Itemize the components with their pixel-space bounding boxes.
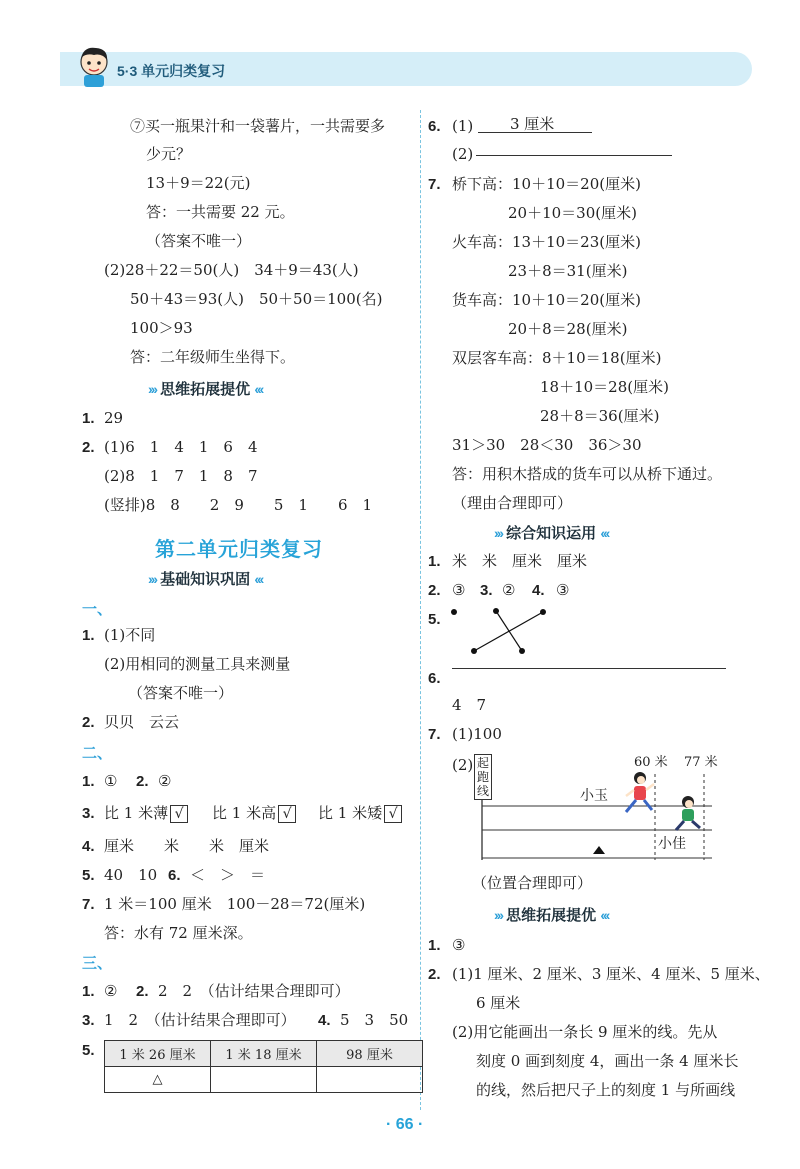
chevron-right-icon: ››› bbox=[494, 907, 502, 923]
e2-line3: (2)用它能画出一条长 9 厘米的线。先从 bbox=[452, 1023, 718, 1041]
q2-line4: 答：二年级师生坐得下。 bbox=[130, 348, 296, 366]
dot bbox=[451, 609, 457, 615]
answer-line bbox=[478, 132, 592, 133]
c3-answer: ② bbox=[502, 581, 516, 599]
e2-line2: 6 厘米 bbox=[476, 994, 521, 1012]
ext2-line1: (1)6 1 4 1 6 4 bbox=[104, 438, 258, 456]
q-number: 2. bbox=[82, 714, 95, 731]
q6-part1-label: (1) bbox=[452, 117, 474, 135]
p2q2-answer: ② bbox=[158, 772, 172, 790]
section-heading-extension-2 bbox=[494, 904, 608, 925]
c7-line2: (2) bbox=[452, 756, 474, 774]
q-number: 1. bbox=[428, 937, 441, 954]
q-number: 1. bbox=[82, 410, 95, 427]
table-header-cell: 98 厘米 bbox=[317, 1041, 423, 1067]
q6-part2-label: (2) bbox=[452, 145, 474, 163]
q7-line5: 货车高：10＋10＝20(厘米) bbox=[452, 291, 641, 309]
e2-line1: (1)1 厘米、2 厘米、3 厘米、4 厘米、5 厘米、 bbox=[452, 965, 770, 983]
header-title: 5·3 单元归类复习 bbox=[117, 63, 226, 79]
q-number: 2. bbox=[428, 582, 441, 599]
marker-60: 60 米 bbox=[634, 755, 668, 770]
p1q1-line2: (2)用相同的测量工具来测量 bbox=[104, 655, 291, 673]
table-cell bbox=[317, 1067, 423, 1093]
q-number: 7. bbox=[428, 726, 441, 743]
p2q1-answer: ① bbox=[104, 772, 118, 790]
p2q5-answer: 40 10 bbox=[104, 866, 158, 884]
q7-line1: 桥下高：10＋10＝20(厘米) bbox=[452, 175, 641, 193]
q-number: 2. bbox=[82, 439, 95, 456]
q7-line11: 答：用积木搭成的货车可以从桥下通过。 bbox=[452, 465, 723, 483]
p1q1-line3: （答案不唯一） bbox=[128, 684, 234, 702]
q-number: 4. bbox=[82, 838, 95, 855]
section-heading-extension-1 bbox=[148, 378, 262, 399]
q-number: 1. bbox=[82, 627, 95, 644]
q-number: 1. bbox=[428, 553, 441, 570]
part-label: 一、 bbox=[82, 601, 113, 618]
q-number: 4. bbox=[318, 1012, 331, 1029]
q-number: 3. bbox=[480, 582, 493, 599]
q-number: 5. bbox=[82, 867, 95, 884]
q7-line4: 23＋8＝31(厘米) bbox=[508, 262, 628, 280]
checkbox: √ bbox=[384, 805, 402, 823]
q2-line2: 50＋43＝93(人) 50＋50＝100(名) bbox=[130, 290, 383, 308]
q-number: 3. bbox=[82, 805, 95, 822]
q-number: 1. bbox=[82, 983, 95, 1000]
section-heading-comprehensive bbox=[494, 522, 608, 543]
q-number: 5. bbox=[82, 1042, 95, 1059]
p3q1-answer: ② bbox=[104, 982, 118, 1000]
p2q7-line2: 答：水有 72 厘米深。 bbox=[104, 924, 253, 942]
e2-line4: 刻度 0 画到刻度 4，画出一条 4 厘米长 bbox=[476, 1052, 739, 1070]
marker-77: 77 米 bbox=[684, 755, 718, 770]
q7-line6: 20＋8＝28(厘米) bbox=[508, 320, 628, 338]
table-header-cell: 1 米 18 厘米 bbox=[211, 1041, 317, 1067]
q7-line7: 双层客车高：8＋10＝18(厘米) bbox=[452, 349, 662, 367]
unit-title: 第二单元归类复习 bbox=[155, 539, 323, 561]
q7a-line1: ⑦买一瓶果汁和一袋薯片，一共需要多 bbox=[130, 117, 386, 135]
q-number: 6. bbox=[168, 867, 181, 884]
ext2-line2: (2)8 1 7 1 8 7 bbox=[104, 467, 258, 485]
q7a-line4: 答：一共需要 22 元。 bbox=[146, 203, 295, 221]
runner-boy-icon bbox=[676, 796, 700, 830]
c7-line1: (1)100 bbox=[452, 725, 502, 743]
p3q3-answer: 1 2 （估计结果合理即可） bbox=[104, 1011, 296, 1029]
q-number: 7. bbox=[82, 896, 95, 913]
q7-line9: 28＋8＝36(厘米) bbox=[540, 407, 660, 425]
page-number: · 66 · bbox=[386, 1116, 424, 1133]
part-label: 二、 bbox=[82, 745, 113, 762]
q-number: 3. bbox=[82, 1012, 95, 1029]
ext2-line3: (竖排)8 8 2 9 5 1 6 1 bbox=[104, 496, 373, 514]
c2-answer: ③ bbox=[452, 581, 466, 599]
q-number: 2. bbox=[136, 773, 149, 790]
chevron-left-icon: ‹‹‹ bbox=[600, 525, 609, 541]
chevron-left-icon: ‹‹‹ bbox=[600, 907, 609, 923]
segment bbox=[474, 612, 543, 651]
option-label: 比 1 米高 bbox=[212, 804, 277, 822]
q7a-line5: （答案不唯一） bbox=[146, 232, 252, 250]
p1q1-line1: (1)不同 bbox=[104, 626, 156, 644]
q7-line8: 18＋10＝28(厘米) bbox=[540, 378, 669, 396]
part-label: 三、 bbox=[82, 955, 113, 972]
section-title: 基础知识巩固 bbox=[160, 571, 251, 588]
q7a-line2: 少元？ bbox=[146, 145, 192, 163]
table-cell bbox=[211, 1067, 317, 1093]
mascot-icon bbox=[74, 44, 114, 88]
p3q2-answer: 2 2 （估计结果合理即可） bbox=[158, 982, 350, 1000]
q2-line3: 100＞93 bbox=[130, 319, 193, 337]
runner-label-xiaojia: 小佳 bbox=[658, 836, 686, 852]
p2q4-answer: 厘米 米 米 厘米 bbox=[104, 837, 270, 855]
p2q6-answer: ＜ ＞ ＝ bbox=[190, 866, 266, 884]
answer-line bbox=[452, 668, 726, 669]
p2q3-option-b bbox=[212, 803, 296, 823]
chevron-left-icon: ‹‹‹ bbox=[254, 571, 263, 587]
chevron-left-icon: ‹‹‹ bbox=[254, 381, 263, 397]
q-number: 4. bbox=[532, 582, 545, 599]
section-title: 思维拓展提优 bbox=[506, 907, 597, 924]
table-cell: △ bbox=[105, 1067, 211, 1093]
q-number: 7. bbox=[428, 176, 441, 193]
q7-line12: （理由合理即可） bbox=[452, 494, 573, 512]
option-label: 比 1 米薄 bbox=[104, 804, 169, 822]
q7-line10: 31＞30 28＜30 36＞30 bbox=[452, 436, 642, 454]
section-heading-basic bbox=[148, 568, 262, 589]
q-number: 6. bbox=[428, 118, 441, 135]
q7a-line3: 13＋9＝22(元) bbox=[146, 174, 251, 192]
q-number: 1. bbox=[82, 773, 95, 790]
p2q3-option-c bbox=[318, 803, 402, 823]
q-number: 6. bbox=[428, 670, 441, 687]
c6-answer: 4 7 bbox=[452, 696, 487, 714]
c7-note: （位置合理即可） bbox=[472, 874, 593, 892]
q-number: 5. bbox=[428, 611, 441, 628]
p2q3-option-a bbox=[104, 803, 188, 823]
p2q7-line1: 1 米＝100 厘米 100－28＝72(厘米) bbox=[104, 895, 366, 913]
start-line-label: 起跑线 bbox=[474, 754, 492, 800]
section-title: 综合知识运用 bbox=[506, 525, 597, 542]
option-label: 比 1 米矮 bbox=[318, 804, 383, 822]
q6-part1-answer: 3 厘米 bbox=[510, 115, 555, 133]
section-title: 思维拓展提优 bbox=[160, 381, 251, 398]
table-header-cell: 1 米 26 厘米 bbox=[105, 1041, 211, 1067]
p3q4-answer: 5 3 50 bbox=[340, 1011, 409, 1029]
q-number: 2. bbox=[136, 983, 149, 1000]
q7-line3: 火车高：13＋10＝23(厘米) bbox=[452, 233, 641, 251]
column-divider bbox=[420, 110, 421, 1110]
runner-label-xiaoyu: 小玉 bbox=[580, 788, 608, 804]
chevron-right-icon: ››› bbox=[148, 381, 156, 397]
checkbox: √ bbox=[278, 805, 296, 823]
answer-table bbox=[104, 1040, 423, 1093]
c4-answer: ③ bbox=[556, 581, 570, 599]
checkbox: √ bbox=[170, 805, 188, 823]
q-number: 2. bbox=[428, 966, 441, 983]
p1q2-answer: 贝贝 云云 bbox=[104, 713, 180, 731]
e2-line5: 的线，然后把尺子上的刻度 1 与所画线 bbox=[476, 1081, 736, 1099]
chevron-right-icon: ››› bbox=[494, 525, 502, 541]
ext1-answer: 29 bbox=[104, 409, 124, 427]
answer-line bbox=[476, 155, 672, 156]
dot-line-figure bbox=[446, 602, 556, 658]
c1-answer: 米 米 厘米 厘米 bbox=[452, 552, 588, 570]
q2-line1: (2)28＋22＝50(人) 34＋9＝43(人) bbox=[104, 261, 359, 279]
e1-answer: ③ bbox=[452, 936, 466, 954]
chevron-right-icon: ››› bbox=[148, 571, 156, 587]
q7-line2: 20＋10＝30(厘米) bbox=[508, 204, 637, 222]
